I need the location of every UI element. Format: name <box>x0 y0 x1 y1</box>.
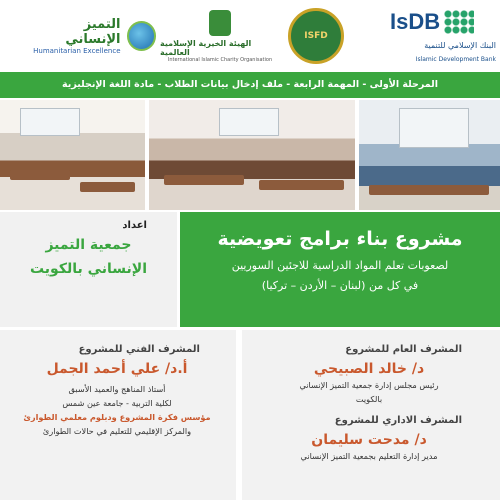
general-supervisor-line1: رئيس مجلس إدارة جمعية التميز الإنساني <box>299 380 439 390</box>
iico-name-en: International Islamic Charity Organisation <box>167 56 273 63</box>
admin-supervisor-name: د/ مدحت سليمان <box>311 432 427 448</box>
iico-name-ar: الهيئة الخيرية الإسلامية العالمية <box>160 38 252 57</box>
prepared-by-label: اعداد <box>122 220 147 231</box>
prepared-by-panel <box>0 212 177 327</box>
desk <box>80 182 135 192</box>
poster <box>399 108 469 148</box>
iico-logo <box>160 6 280 66</box>
isdb-brand: IsDB <box>390 9 441 34</box>
classroom-photo-3 <box>359 100 500 210</box>
breadcrumb-bar: المرحلة الأولى - المهمة الرابعة - ملف إدخال بيانات الطلاب - مادة اللغة الإنجليزية <box>0 72 500 98</box>
isfd-seal-icon: ISFD <box>288 8 344 64</box>
general-supervisor-name: د/ خالد الصبيحي <box>313 361 425 377</box>
project-countries: في كل من (لبنان – الأردن – تركيا) <box>261 279 419 292</box>
technical-supervisor-panel <box>0 330 236 500</box>
supervisors-panel <box>242 330 500 500</box>
humanitarian-excellence-logo <box>26 6 156 66</box>
isdb-name-ar: البنك الإسلامي للتنمية <box>424 41 496 50</box>
isfd-logo <box>285 6 347 66</box>
photo-strip <box>0 100 500 210</box>
desk <box>259 180 344 190</box>
general-supervisor-line2: بالكويت <box>355 394 383 404</box>
prepared-by-org-line2: الإنساني بالكويت <box>29 261 148 277</box>
technical-supervisor-line3: مؤسس فكرة المشروع ودبلوم معلمي الطوارئ <box>23 412 211 422</box>
whiteboard <box>219 108 279 136</box>
technical-supervisor-name: أ.د/ علي أحمد الجمل <box>46 361 188 377</box>
globe-icon <box>127 21 156 51</box>
desk <box>164 175 244 185</box>
logo-strip <box>0 0 500 72</box>
classroom-photo-2 <box>149 100 355 210</box>
humanitarian-excellence-name-ar: التميز الإنساني <box>65 17 121 47</box>
desk <box>10 170 70 180</box>
whiteboard <box>20 108 80 136</box>
technical-supervisor-line1: أستاذ المناهج والعميد الأسبق <box>68 384 166 394</box>
admin-supervisor-role: المشرف الاداري للمشروع <box>334 415 462 426</box>
admin-supervisor-line1: مدير إدارة التعليم بجمعية التميز الإنساني <box>300 451 438 461</box>
classroom-photo-1 <box>0 100 145 210</box>
technical-supervisor-line4: والمركز الإقليمي للتعليم في حالات الطوارئ <box>42 426 192 436</box>
prepared-by-org-line1: جمعية التميز <box>45 237 132 253</box>
technical-supervisor-role: المشرف الفني للمشروع <box>78 344 200 355</box>
general-supervisor-role: المشرف العام للمشروع <box>345 344 462 355</box>
isdb-name-en: Islamic Development Bank <box>415 56 496 63</box>
iico-emblem-icon <box>209 10 231 36</box>
project-title: مشروع بناء برامج تعويضية <box>217 228 463 250</box>
isdb-logo <box>390 6 496 66</box>
project-subtitle: لصعوبات تعلم المواد الدراسية للاجئين السوريين <box>231 259 449 272</box>
technical-supervisor-line2: لكلية التربية - جامعة عين شمس <box>62 398 172 408</box>
project-title-panel <box>180 212 500 327</box>
desk <box>369 185 489 195</box>
humanitarian-excellence-name-en: Humanitarian Excellence <box>33 47 121 55</box>
isdb-dots-icon <box>444 10 474 34</box>
